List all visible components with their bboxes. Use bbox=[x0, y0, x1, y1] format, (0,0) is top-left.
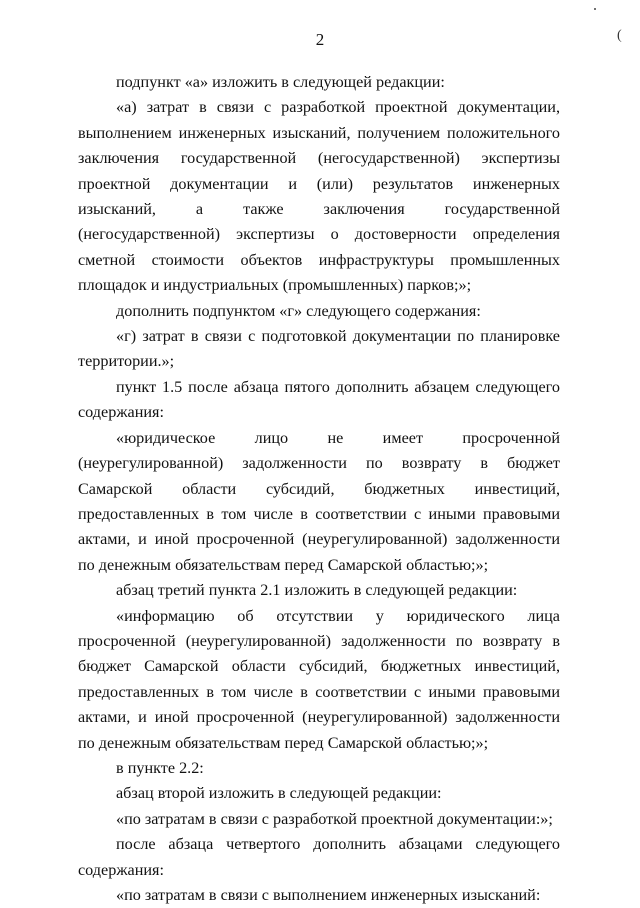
document-body bbox=[78, 70, 560, 908]
paragraph-9: в пункте 2.2: bbox=[116, 758, 204, 777]
paragraph-6: «юридическое лицо не имеет просроченной (неурегулированной) задолженности по возврату в бюджет Самарской области субсидий, бюджетных инвестиций, предоставленных в том числе в соответствии с иными правовыми актами, и иной просроченной (неурегулированной) задолженности по денежным обязательствам перед Самарской областью;»; bbox=[78, 428, 560, 574]
scan-bracket-mark: ( bbox=[617, 28, 622, 43]
paragraph-5: пункт 1.5 после абзаца пятого дополнить абзацем следующего содержания: bbox=[78, 377, 560, 422]
paragraph-10: абзац второй изложить в следующей редакции: bbox=[116, 784, 442, 803]
paragraph-12: после абзаца четвертого дополнить абзацами следующего содержания: bbox=[78, 835, 560, 879]
paragraph-7: абзац третий пункта 2.1 изложить в следующей редакции: bbox=[116, 581, 518, 600]
scan-speck bbox=[594, 8, 596, 10]
paragraph-1: подпункт «а» изложить в следующей редакции: bbox=[116, 73, 445, 91]
paragraph-8: «информацию об отсутствии у юридического лица просроченной (неурегулированной) задолженности по возврату в бюджет Самарской области субсидий, бюджетных инвестиций, предоставленных в том числе в соответствии с иными правовыми актами, и иной просроченной (неурегулированной) задолженности по денежным обязательствам перед Самарской областью;»; bbox=[78, 606, 560, 752]
paragraph-13: «по затратам в связи с выполнением инженерных изысканий: bbox=[116, 886, 541, 904]
paragraph-3: дополнить подпунктом «г» следующего содержания: bbox=[116, 301, 481, 320]
paragraph-4: «г) затрат в связи с подготовкой документации по планировке территории.»; bbox=[78, 327, 560, 371]
paragraph-11: «по затратам в связи с разработкой проектной документации:»; bbox=[116, 809, 553, 828]
paragraph-2: «а) затрат в связи с разработкой проектной документации, выполнением инженерных изысканий, получением положительного заключения государственной (негосударственной) экспертизы проектной документации и (или) результатов инженерных изысканий, а также заключения государственной (негосударственной) экспертизы о достоверности определения сметной стоимости объектов инфраструктуры промышленных площадок и индустриальных (промышленных) парков;»; bbox=[78, 98, 560, 295]
page-number: 2 bbox=[315, 30, 325, 49]
